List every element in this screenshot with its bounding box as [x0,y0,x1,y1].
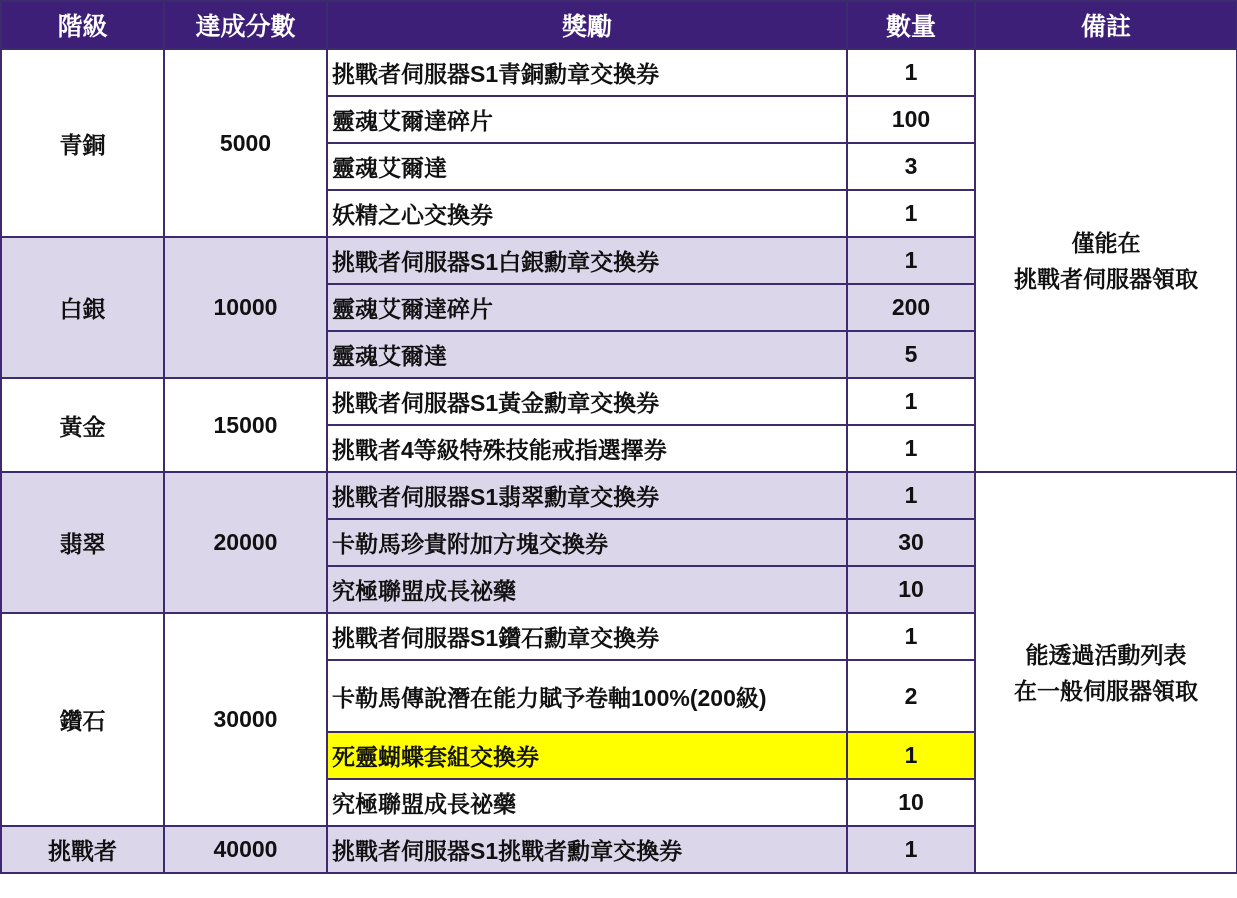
tier-score-silver: 10000 [164,237,327,378]
reward-qty: 1 [847,237,975,284]
note-general-server [975,472,1237,873]
reward-qty: 1 [847,472,975,519]
reward-item: 靈魂艾爾達 [327,143,847,190]
tier-score-emerald: 20000 [164,472,327,613]
header-score: 達成分數 [164,1,327,49]
reward-item: 挑戰者伺服器S1翡翠勳章交換券 [327,472,847,519]
reward-qty: 1 [847,826,975,873]
reward-item: 挑戰者伺服器S1白銀勳章交換券 [327,237,847,284]
reward-qty: 100 [847,96,975,143]
note-line: 能透過活動列表 [1025,641,1187,668]
reward-qty: 3 [847,143,975,190]
tier-score-challenger: 40000 [164,826,327,873]
reward-item-highlighted: 死靈蝴蝶套組交換券 [327,732,847,779]
reward-qty: 1 [847,49,975,96]
reward-item: 卡勒馬傳說潛在能力賦予卷軸100%(200級) [327,660,847,732]
reward-qty: 1 [847,613,975,660]
note-line: 在一般伺服器領取 [1014,677,1198,704]
reward-qty: 2 [847,660,975,732]
reward-item: 挑戰者伺服器S1黃金勳章交換券 [327,378,847,425]
reward-item: 妖精之心交換券 [327,190,847,237]
reward-item: 究極聯盟成長祕藥 [327,566,847,613]
note-challenger-server [975,49,1237,472]
tier-name-challenger: 挑戰者 [1,826,164,873]
header-tier: 階級 [1,1,164,49]
reward-item: 卡勒馬珍貴附加方塊交換券 [327,519,847,566]
reward-item: 挑戰者伺服器S1鑽石勳章交換券 [327,613,847,660]
header-note: 備註 [975,1,1237,49]
note-line: 挑戰者伺服器領取 [1014,265,1198,292]
reward-item: 挑戰者伺服器S1挑戰者勳章交換券 [327,826,847,873]
reward-qty: 200 [847,284,975,331]
reward-item: 靈魂艾爾達碎片 [327,284,847,331]
header-reward: 獎勵 [327,1,847,49]
reward-item: 靈魂艾爾達碎片 [327,96,847,143]
reward-qty-highlighted: 1 [847,732,975,779]
reward-qty: 1 [847,190,975,237]
reward-item: 挑戰者4等級特殊技能戒指選擇券 [327,425,847,472]
tier-name-emerald: 翡翠 [1,472,164,613]
tier-name-gold: 黃金 [1,378,164,472]
reward-item: 究極聯盟成長祕藥 [327,779,847,826]
table-row [1,49,1237,96]
tier-score-diamond: 30000 [164,613,327,826]
table-row [1,472,1237,519]
reward-qty: 5 [847,331,975,378]
header-row [1,1,1237,49]
tier-name-silver: 白銀 [1,237,164,378]
header-qty: 數量 [847,1,975,49]
reward-qty: 1 [847,378,975,425]
reward-item: 靈魂艾爾達 [327,331,847,378]
reward-qty: 1 [847,425,975,472]
tier-name-diamond: 鑽石 [1,613,164,826]
reward-item: 挑戰者伺服器S1青銅勳章交換券 [327,49,847,96]
reward-qty: 30 [847,519,975,566]
tier-name-bronze: 青銅 [1,49,164,237]
note-line: 僅能在 [1071,229,1141,256]
tier-score-gold: 15000 [164,378,327,472]
reward-qty: 10 [847,779,975,826]
tier-score-bronze: 5000 [164,49,327,237]
reward-qty: 10 [847,566,975,613]
